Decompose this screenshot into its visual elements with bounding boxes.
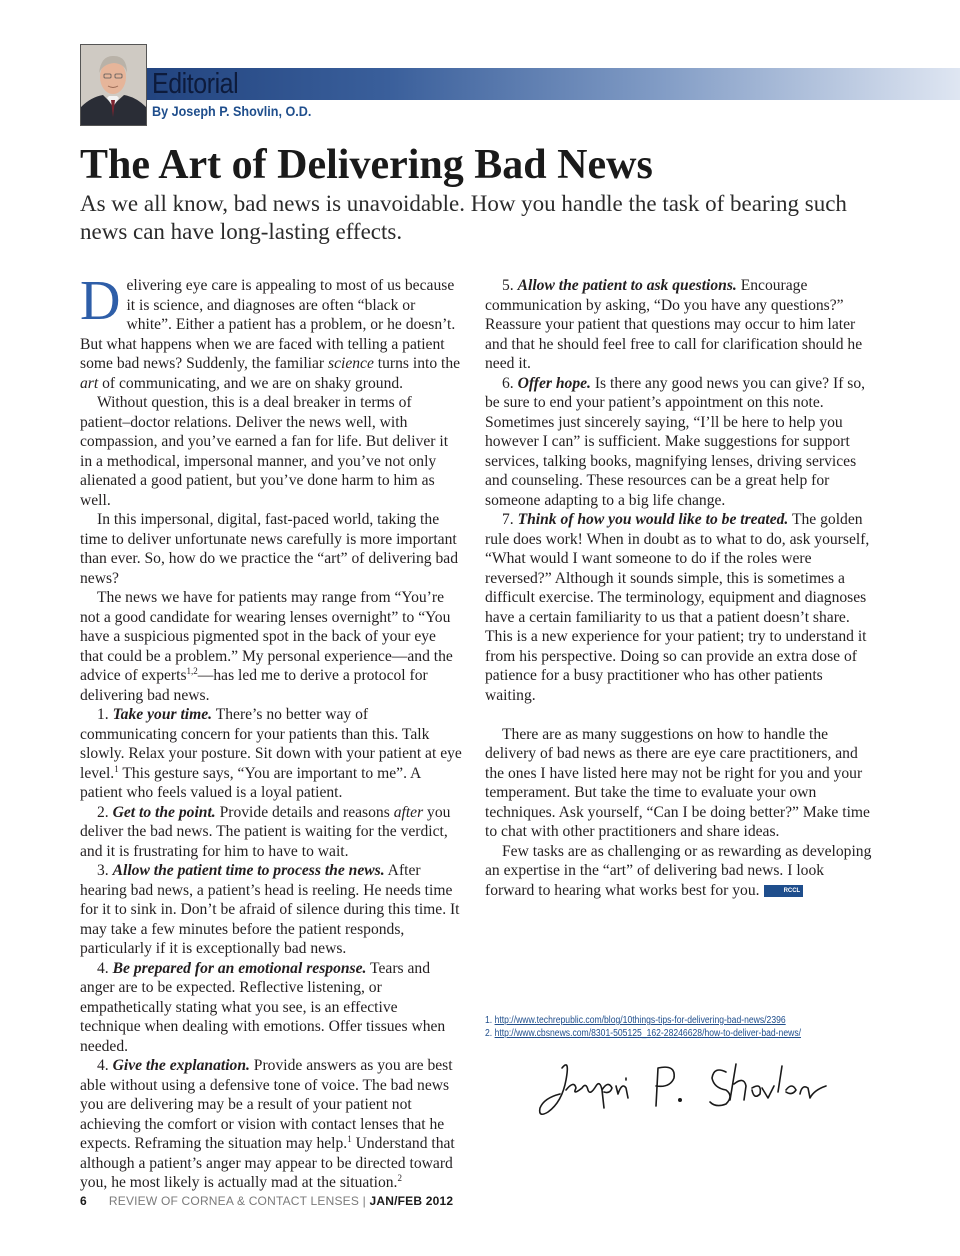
protocol-item: 5. Allow the patient to ask questions. Encourage communication by asking, “Do you have any questions?” Reassure your patient that questions may occur to him later and that he should feel free to call for clarification should he need it. bbox=[485, 277, 863, 372]
page-number: 6 bbox=[80, 1194, 87, 1208]
article-title: The Art of Delivering Bad News bbox=[80, 142, 653, 188]
reference-item: 1. http://www.techrepublic.com/blog/10things-tips-for-delivering-bad-news/2396 bbox=[485, 1015, 786, 1026]
protocol-item: 1. Take your time. There’s no better way of communicating concern for your patients than this. Talk slowly. Relax your posture. Sit down with your patient at eye level.$^1$ This gesture says, “You are important to me”. A patient who feels valued is a loyal patient. bbox=[80, 706, 462, 801]
paragraph-intro: Delivering eye care is appealing to most of us because it is science, and diagnoses are often “black or white”. Either a patient has a problem, or he doesn’t. But what happens when we are faced with telling a patient some bad news? Suddenly, the familiar science turns into the art of communicating, and we are on shaky ground. bbox=[80, 270, 461, 392]
protocol-item: 7. Think of how you would like to be treated. The golden rule does work! When in doubt as to what to do, ask yourself, “What would I want someone to do if the roles were reversed?” Although it sounds simple, this is sometimes a difficult exercise. The terminology, equipment and diagnoses have a certain familiarity to us that a patient doesn’t share. This is a new experience for your patient; try to understand it from his perspective. Doing so can provide an extra dose of patience for a busy practitioner who has other patients waiting. bbox=[485, 511, 870, 704]
drop-cap: D bbox=[80, 270, 121, 332]
protocol-item: 6. Offer hope. Is there any good news you can give? If so, be sure to end your patient’s appointment on this note. Sometimes just sincerely saying, “I’ll be here to help you however I can” is sufficient. Make suggestions for support services, talking books, magnifying lenses, driving services and counseling. These resources can be a great help for someone adapting to a big life change. bbox=[485, 374, 866, 509]
protocol-item: 4. Be prepared for an emotional response. Tears and anger are to be expected. Reflective listening, or empathetically stating what you see, is an effective technique when dealing with emotions. Offer tissues when needed. bbox=[80, 959, 446, 1055]
paragraph: The news we have for patients may range from “You’re not a good candidate for wearing lenses overnight” to “You have a suspicious pigmented spot in the back of your eye that could be a problem.” My personal experience—and the advice of experts$^{1,2}$—has led me to derive a protocol for delivering bad news. bbox=[80, 589, 453, 704]
left-column bbox=[80, 270, 462, 1193]
section-title: Editorial bbox=[152, 68, 239, 100]
author-signature bbox=[530, 1050, 830, 1125]
page-footer bbox=[80, 1194, 453, 1208]
paragraph: There are as many suggestions on how to handle the delivery of bad news as there are eye care practitioners, and the ones I have listed here may not be right for you and your temperament. But take the time to evaluate your own techniques. Ask yourself, “Can I be doing better?” Make time to chat with other practitioners and share ideas. bbox=[485, 725, 870, 840]
paragraph: In this impersonal, digital, fast-paced world, taking the time to deliver unfortunate news carefully is more important than ever. So, how do we practice the “art” of delivering bad news? bbox=[80, 511, 459, 587]
byline: By Joseph P. Shovlin, O.D. bbox=[152, 103, 312, 119]
references bbox=[485, 1014, 852, 1040]
protocol-item: 4. Give the explanation. Provide answers as you are best able without using a defensive tone of voice. The bad news you are delivering may be a result of your patient not achieving the comfort or vision with contact lenses that he expects. Reframing the situation may help.$^1$ Understand that although a patient’s anger may appear to be directed toward you, he most likely is actually mad at the situation.$^2$ bbox=[80, 1057, 455, 1191]
protocol-item: 3. Allow the patient time to process the news. After hearing bad news, a patient’s head is reeling. He needs time for it to sink in. Don’t be afraid of silence during this time. It may take a few minutes before the patient responds, particularly if it is exceptionally bad news. bbox=[80, 862, 460, 957]
publication-name: REVIEW OF CORNEA & CONTACT LENSES | bbox=[108, 1194, 370, 1208]
reference-item: 2. http://www.cbsnews.com/8301-505125_162-28246628/how-to-deliver-bad-news/ bbox=[485, 1028, 802, 1039]
section-spacer bbox=[485, 705, 875, 725]
paragraph: Without question, this is a deal breaker in terms of patient–doctor relations. Deliver the news well, with compassion, and you’ve earned a fan for life. But deliver it in a methodical, impersonal manner, and you’ve not only alienated a good patient, but you’ve done harm to him as well. bbox=[80, 394, 449, 509]
author-photo bbox=[80, 44, 147, 126]
paragraph: Few tasks are as challenging or as rewarding as developing an expertise in the “art” of delivering bad news. I look forward to hearing what works best for you. RCCL bbox=[485, 842, 872, 899]
reference-link[interactable]: http://www.techrepublic.com/blog/10things-tips-for-delivering-bad-news/2396 bbox=[494, 1015, 786, 1026]
reference-link[interactable]: http://www.cbsnews.com/8301-505125_162-28246628/how-to-deliver-bad-news/ bbox=[494, 1028, 802, 1039]
article-dek: As we all know, bad news is unavoidable. How you handle the task of bearing such news can have long-lasting effects. bbox=[80, 191, 847, 244]
issue-date: JAN/FEB 2012 bbox=[369, 1194, 454, 1208]
end-mark-icon: RCCL bbox=[764, 885, 804, 897]
protocol-item: 2. Get to the point. Provide details and reasons after you deliver the bad news. The patient is waiting for the verdict, and it is frustrating for him to have to wait. bbox=[80, 803, 451, 860]
right-column bbox=[485, 276, 875, 900]
